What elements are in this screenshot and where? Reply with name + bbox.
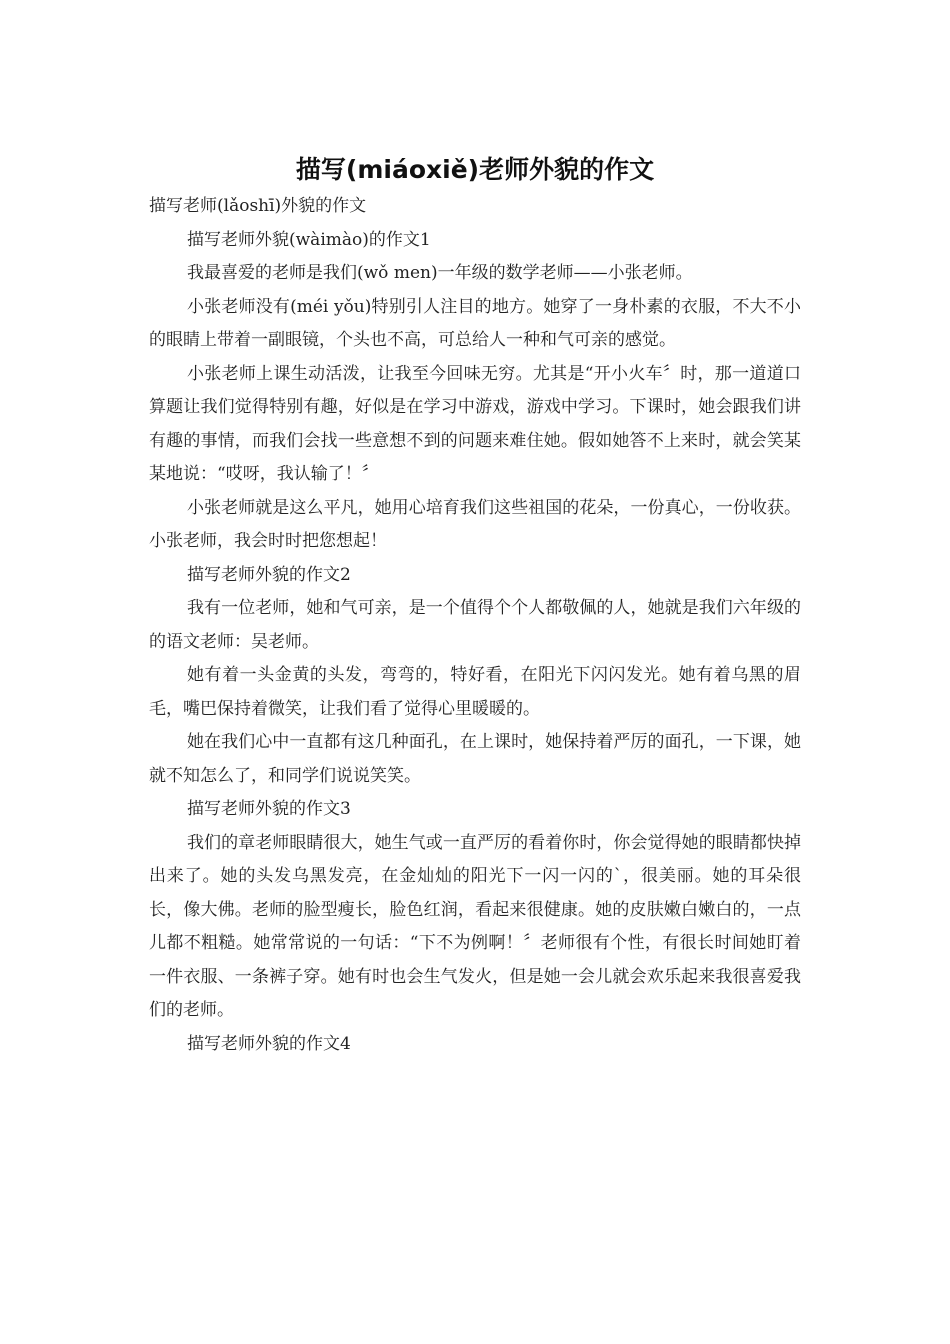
body-paragraph: 我最喜爱的老师是我们(wǒ men)一年级的数学老师——小张老师。 bbox=[187, 263, 693, 283]
section-heading-2: 描写老师外貌的作文2 bbox=[187, 564, 351, 585]
section-heading-4: 描写老师外貌的作文4 bbox=[187, 1033, 351, 1054]
document-subtitle: 描写老师(lǎoshī)外貌的作文 bbox=[149, 196, 367, 216]
body-paragraph: 我们的章老师眼睛很大，她生气或一直严厉的看着你时，你会觉得她的眼睛都快掉出来了。她的头发乌黑发亮，在金灿灿的阳光下一闪一闪的`，很美丽。她的耳朵很长，像大佛。老师的脸型瘦长，脸色红润，看起来很健康。她的皮肤嫩白嫩白的，一点儿都不粗糙。她常常说的一句话：“下不为例啊！〞老师很有个性，有很长时间她盯着一件衣服、一条裤子穿。她有时也会生气发火，但是她一会儿就会欢乐起来我很喜爱我们的老师。 bbox=[149, 832, 801, 1020]
body-paragraph: 我有一位老师，她和气可亲，是一个值得个个人都敬佩的人，她就是我们六年级的的语文老师：吴老师。 bbox=[149, 598, 801, 652]
document-title: 描写(miáoxiě)老师外貌的作文 bbox=[295, 155, 655, 184]
body-paragraph: 小张老师上课生动活泼，让我至今回味无穷。尤其是“开小火车〞时，那一道道口算题让我们觉得特别有趣，好似是在学习中游戏，游戏中学习。下课时，她会跟我们讲有趣的事情，而我们会找一些意想不到的问题来难住她。假如她答不上来时，就会笑某某地说：“哎呀，我认输了！〞 bbox=[149, 363, 801, 484]
section-heading-1: 描写老师外貌(wàimào)的作文1 bbox=[187, 229, 431, 250]
body-paragraph: 她在我们心中一直都有这几种面孔，在上课时，她保持着严厉的面孔，一下课，她就不知怎么了，和同学们说说笑笑。 bbox=[149, 732, 801, 786]
section-heading-3: 描写老师外貌的作文3 bbox=[187, 799, 351, 819]
document-body bbox=[149, 150, 801, 1061]
body-paragraph: 小张老师没有(méi yǒu)特别引人注目的地方。她穿了一身朴素的衣服，不大不小的眼睛上带着一副眼镜，个头也不高，可总给人一种和气可亲的感觉。 bbox=[149, 296, 801, 350]
body-paragraph: 她有着一头金黄的头发，弯弯的，特好看，在阳光下闪闪发光。她有着乌黑的眉毛，嘴巴保持着微笑，让我们看了觉得心里暖暖的。 bbox=[149, 665, 801, 719]
body-paragraph: 小张老师就是这么平凡，她用心培育我们这些祖国的花朵，一份真心，一份收获。小张老师，我会时时把您想起！ bbox=[149, 497, 801, 551]
